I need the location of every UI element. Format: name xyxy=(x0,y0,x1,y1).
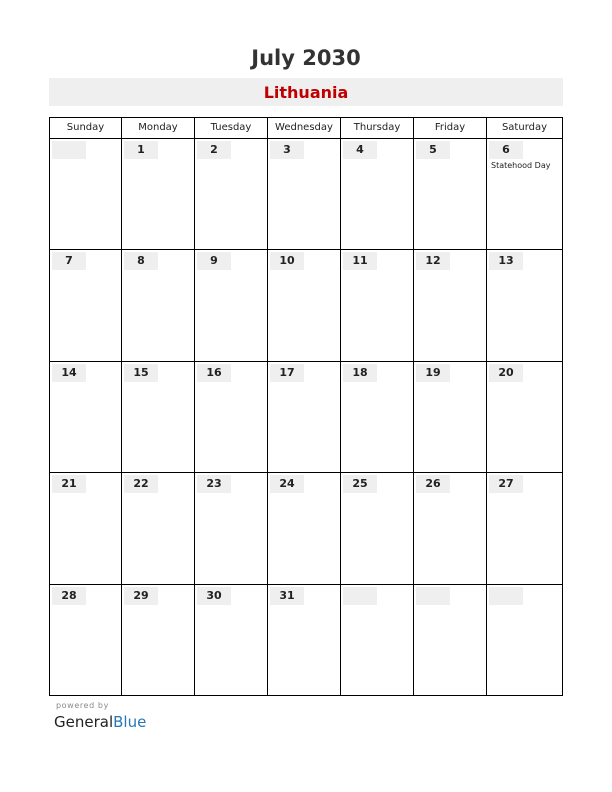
day-number: 31 xyxy=(270,587,304,605)
day-number: 22 xyxy=(124,475,158,493)
brand-general: General xyxy=(54,713,114,731)
day-number: 4 xyxy=(343,141,377,159)
weekday-header: Saturday xyxy=(487,118,562,139)
day-cell[interactable] xyxy=(341,473,414,584)
day-cell[interactable] xyxy=(341,139,414,250)
day-cell[interactable] xyxy=(268,139,341,250)
day-cell[interactable] xyxy=(122,250,195,361)
day-number: 17 xyxy=(270,364,304,382)
day-cell[interactable] xyxy=(268,250,341,361)
day-number: 15 xyxy=(124,364,158,382)
day-number: 19 xyxy=(416,364,450,382)
day-number: 16 xyxy=(197,364,231,382)
day-number: 11 xyxy=(343,252,377,270)
weekday-header: Thursday xyxy=(341,118,414,139)
day-cell[interactable] xyxy=(341,362,414,473)
day-cell[interactable] xyxy=(487,139,562,250)
day-number: 12 xyxy=(416,252,450,270)
day-cell[interactable] xyxy=(122,473,195,584)
day-cell[interactable] xyxy=(414,585,487,696)
day-number xyxy=(343,587,377,605)
day-number: 7 xyxy=(52,252,86,270)
day-cell[interactable] xyxy=(341,585,414,696)
day-cell[interactable] xyxy=(487,250,562,361)
country-name: Lithuania xyxy=(263,83,349,102)
calendar-grid xyxy=(49,117,563,696)
day-number: 29 xyxy=(124,587,158,605)
brand-blue: Blue xyxy=(113,713,147,731)
weekday-header: Wednesday xyxy=(268,118,341,139)
day-cell[interactable] xyxy=(122,139,195,250)
day-cell[interactable] xyxy=(122,585,195,696)
day-number xyxy=(52,141,86,159)
day-cell[interactable] xyxy=(414,250,487,361)
day-number xyxy=(416,587,450,605)
day-cell[interactable] xyxy=(50,139,122,250)
day-number: 30 xyxy=(197,587,231,605)
day-cell[interactable] xyxy=(268,362,341,473)
day-cell[interactable] xyxy=(50,362,122,473)
day-cell[interactable] xyxy=(414,362,487,473)
day-cell[interactable] xyxy=(195,250,268,361)
day-cell[interactable] xyxy=(487,585,562,696)
day-number: 1 xyxy=(124,141,158,159)
powered-by-label: powered by xyxy=(56,701,109,710)
day-number: 25 xyxy=(343,475,377,493)
day-number: 5 xyxy=(416,141,450,159)
day-cell[interactable] xyxy=(195,362,268,473)
day-number: 2 xyxy=(197,141,231,159)
calendar-title: July 2030 xyxy=(251,46,361,70)
day-number: 14 xyxy=(52,364,86,382)
day-cell[interactable] xyxy=(195,585,268,696)
day-number: 6 xyxy=(489,141,523,159)
day-cell[interactable] xyxy=(195,473,268,584)
weekday-header: Sunday xyxy=(50,118,122,139)
day-number xyxy=(489,587,523,605)
day-number: 9 xyxy=(197,252,231,270)
day-cell[interactable] xyxy=(50,250,122,361)
generalblue-logo[interactable] xyxy=(54,713,146,731)
day-number: 26 xyxy=(416,475,450,493)
day-number: 3 xyxy=(270,141,304,159)
day-number: 13 xyxy=(489,252,523,270)
day-number: 24 xyxy=(270,475,304,493)
weekday-header: Monday xyxy=(122,118,195,139)
day-number: 10 xyxy=(270,252,304,270)
day-number: 20 xyxy=(489,364,523,382)
day-number: 27 xyxy=(489,475,523,493)
day-cell[interactable] xyxy=(122,362,195,473)
day-cell[interactable] xyxy=(414,139,487,250)
day-cell[interactable] xyxy=(341,250,414,361)
day-cell[interactable] xyxy=(268,473,341,584)
day-cell[interactable] xyxy=(268,585,341,696)
day-cell[interactable] xyxy=(50,585,122,696)
day-cell[interactable] xyxy=(50,473,122,584)
day-number: 28 xyxy=(52,587,86,605)
day-number: 18 xyxy=(343,364,377,382)
day-cell[interactable] xyxy=(195,139,268,250)
holiday-label: Statehood Day xyxy=(491,161,551,170)
day-number: 8 xyxy=(124,252,158,270)
day-cell[interactable] xyxy=(487,362,562,473)
day-cell[interactable] xyxy=(414,473,487,584)
day-number: 21 xyxy=(52,475,86,493)
weekday-header: Friday xyxy=(414,118,487,139)
day-number: 23 xyxy=(197,475,231,493)
weekday-header: Tuesday xyxy=(195,118,268,139)
day-cell[interactable] xyxy=(487,473,562,584)
